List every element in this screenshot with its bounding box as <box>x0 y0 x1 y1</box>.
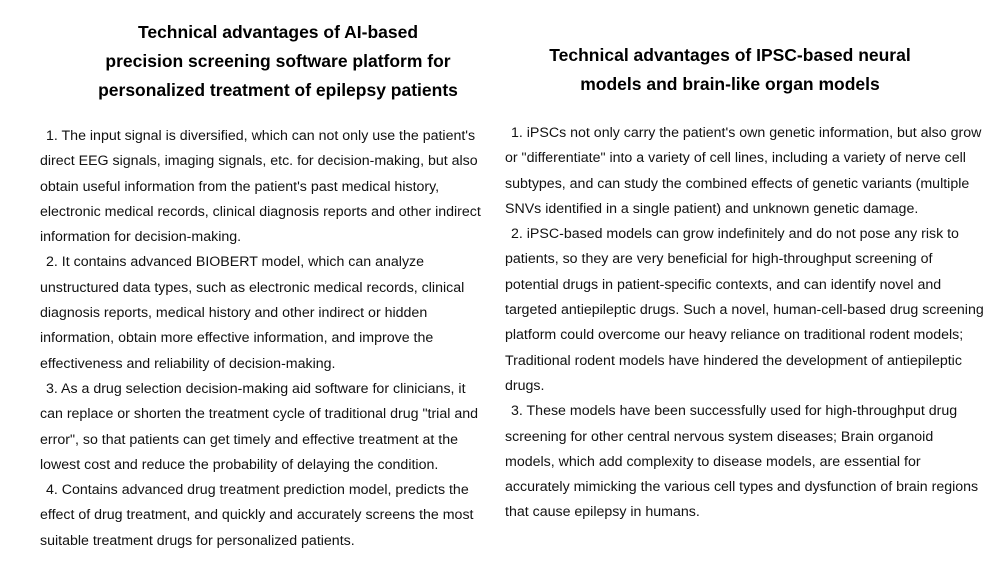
right-heading-line-2: models and brain-like organ models <box>580 74 880 94</box>
right-heading <box>505 41 955 99</box>
left-heading-line-2: precision screening software platform for <box>105 51 451 71</box>
right-paragraph-2: 2. iPSC-based models can grow indefinitely and do not pose any risk to patients, so they are very beneficial for high-throughput screening of potential drugs in patient-specific contexts, and can identify novel and targeted antiepileptic drugs. Such a novel, human-cell-based drug screening platform could overcome our heavy reliance on traditional rodent models; Traditional rodent models have hindered the development of antiepileptic drugs. <box>505 226 984 394</box>
right-heading-line-1: Technical advantages of IPSC-based neural <box>549 45 911 65</box>
right-body <box>505 121 985 526</box>
left-paragraph-2: 2. It contains advanced BIOBERT model, which can analyze unstructured data types, such as electronic medical records, clinical diagnosis reports, medical history and other indirect or hidden information, obtain more effective information, and improve the effectiveness and reliability of decision-making. <box>40 254 465 372</box>
left-column <box>40 0 488 554</box>
right-paragraph-1: 1. iPSCs not only carry the patient's own genetic information, but also grow or "differentiate" into a variety of cell lines, including a variety of nerve cell subtypes, and can study the combined effects of genetic variants (multiple SNVs identified in a single patient) and unknown genetic damage. <box>505 125 982 217</box>
left-paragraph-3: 3. As a drug selection decision-making aid software for clinicians, it can replace or shorten the treatment cycle of traditional drug "trial and error", so that patients can get timely and effective treatment at the lowest cost and reduce the probability of delaying the condition. <box>40 380 478 473</box>
right-column <box>505 0 985 526</box>
left-heading-line-1: Technical advantages of AI-based <box>137 22 419 42</box>
left-heading <box>40 18 516 105</box>
left-paragraph-4: 4. Contains advanced drug treatment prediction model, predicts the effect of drug treatment, and quickly and accurately screens the most suitable treatment drugs for personalized patients. <box>40 482 474 549</box>
left-body <box>40 124 488 554</box>
left-heading-line-3: personalized treatment of epilepsy patients <box>98 80 458 100</box>
right-paragraph-3: 3. These models have been successfully used for high-throughput drug screening for other central nervous system diseases; Brain organoid models, which add complexity to disease models, are essential for accurately mimicking the various cell types and dysfunction of brain regions that cause epilepsy in humans. <box>505 403 979 521</box>
left-paragraph-1: 1. The input signal is diversified, which can not only use the patient's direct EEG signals, imaging signals, etc. for decision-making, but also obtain useful information from the patient's past medical history, electronic medical records, clinical diagnosis reports and other indirect information for decision-making. <box>40 128 481 246</box>
